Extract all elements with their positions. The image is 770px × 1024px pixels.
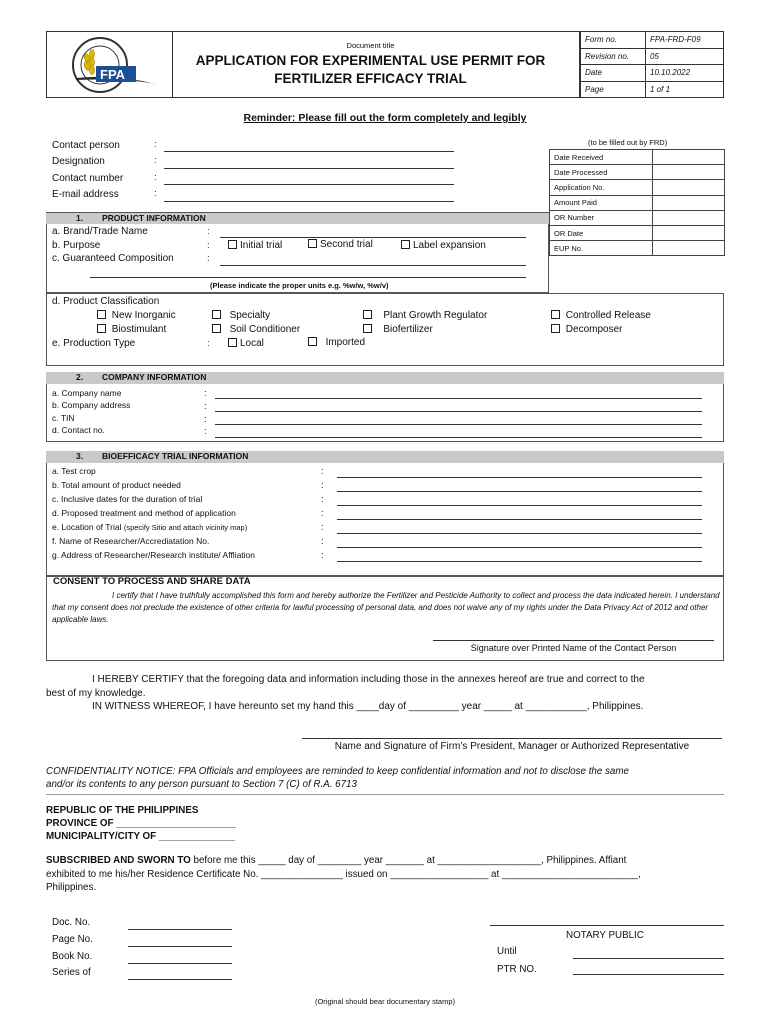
checkbox[interactable] <box>308 239 317 248</box>
frd-row <box>550 210 725 225</box>
frd-row <box>550 165 725 180</box>
frd-value[interactable] <box>653 150 725 165</box>
book-no-field[interactable] <box>128 963 232 964</box>
meta-label: Form no. <box>581 32 646 49</box>
checkbox[interactable] <box>228 240 237 249</box>
contact-number-field[interactable] <box>164 184 454 185</box>
meta-label: Date <box>581 65 646 82</box>
frd-table <box>549 149 725 256</box>
meta-value: 05 <box>646 48 724 65</box>
treatment-method-label: d. Proposed treatment and method of application <box>52 508 236 518</box>
section3-header <box>46 451 724 463</box>
company-name-field[interactable] <box>215 398 702 399</box>
option-label: Specialty <box>229 310 271 321</box>
checkbox[interactable] <box>363 324 372 333</box>
option-label: Second trial <box>320 239 373 250</box>
notary-signature-field[interactable] <box>490 925 724 926</box>
series-of-label: Series of <box>52 967 91 978</box>
sworn-rest: before me this _____ day of ________ year _______ at ___________________, Philippines. Affiant <box>190 855 627 866</box>
province-label: PROVINCE OF ______________________ <box>46 818 237 829</box>
colon: : <box>321 466 324 477</box>
frd-value[interactable] <box>653 195 725 210</box>
representative-signature-field[interactable] <box>302 738 722 739</box>
contact-no-field[interactable] <box>215 437 702 438</box>
amount-needed-label: b. Total amount of product needed <box>52 480 181 490</box>
frd-value[interactable] <box>653 210 725 225</box>
frd-label: EUP No. <box>550 241 653 256</box>
sworn-bold: SUBSCRIBED AND SWORN TO <box>46 855 191 866</box>
consent-text: I certify that I have truthfully accomplished this form and hereby authorize the Fertilizer and Pesticide Authority to collect and process the data indicated herein. I understand that my consent does not preclude the existence of other criteria for lawful processing of personal data, and does not waive any of my rights under the Data Privacy Act of 2012 and other applicable laws. <box>52 591 720 624</box>
frd-row <box>550 150 725 165</box>
production-imported-option[interactable] <box>308 337 365 348</box>
researcher-name-label: f. Name of Researcher/Accrediatation No. <box>52 536 210 546</box>
class-controlled-release[interactable] <box>551 310 651 321</box>
sworn-line3: Philippines. <box>46 882 97 893</box>
colon: : <box>321 494 324 505</box>
checkbox[interactable] <box>228 338 237 347</box>
contact-person-field[interactable] <box>164 151 454 152</box>
page-no-field[interactable] <box>128 946 232 947</box>
class-plant-growth-regulator[interactable] <box>363 310 487 321</box>
series-of-field[interactable] <box>128 979 232 980</box>
frd-row <box>550 180 725 195</box>
frd-value[interactable] <box>653 241 725 256</box>
tin-label: c. TIN <box>52 413 75 423</box>
consent-title: CONSENT TO PROCESS AND SHARE DATA <box>53 576 251 587</box>
email-label: E-mail address <box>52 189 119 200</box>
composition-label: c. Guaranteed Composition <box>52 253 174 264</box>
checkbox[interactable] <box>212 324 221 333</box>
option-label: Controlled Release <box>565 310 651 321</box>
colon: : <box>321 550 324 561</box>
frd-label: Application No. <box>550 180 653 195</box>
meta-label: Revision no. <box>581 48 646 65</box>
sworn-line2: exhibited to me his/her Residence Certificate No. _______________ issued on __________________ at _________________________, <box>46 869 641 880</box>
class-soil-conditioner[interactable] <box>212 324 300 335</box>
frd-label: OR Date <box>550 225 653 240</box>
units-note: (Please indicate the proper units e.g. %w/w, %w/v) <box>210 281 389 290</box>
option-label: Decomposer <box>565 324 623 335</box>
class-specialty[interactable] <box>212 310 270 321</box>
researcher-address-label: g. Address of Researcher/Research institute/ Affliation <box>52 550 256 560</box>
colon: : <box>207 253 210 264</box>
confidentiality-line1: CONFIDENTIALITY NOTICE: FPA Officials and employees are reminded to keep confidential information and not to disclose the same <box>46 766 629 777</box>
frd-row <box>550 225 725 240</box>
test-crop-field[interactable] <box>337 477 702 478</box>
colon: : <box>321 522 324 533</box>
consent-signature-field[interactable] <box>433 640 714 641</box>
ptr-label: PTR NO. <box>497 964 537 975</box>
book-no-label: Book No. <box>52 951 93 962</box>
composition-field-2[interactable] <box>90 277 526 278</box>
until-field[interactable] <box>573 958 724 959</box>
option-label: Initial trial <box>240 240 283 251</box>
option-label: Biofertilizer <box>383 324 433 335</box>
ptr-field[interactable] <box>573 974 724 975</box>
documentary-stamp-note: (Original should bear documentary stamp) <box>314 997 456 1006</box>
checkbox[interactable] <box>308 337 317 346</box>
production-local-option[interactable] <box>228 338 264 349</box>
company-address-field[interactable] <box>215 411 702 412</box>
representative-signature-label: Name and Signature of Firm’s President, Manager or Authorized Representative <box>334 741 690 752</box>
section3-number: 3. <box>76 451 84 461</box>
option-label: New Inorganic <box>111 310 176 321</box>
section1-number: 1. <box>76 213 84 223</box>
doc-title-line2: FERTILIZER EFFICACY TRIAL <box>274 71 467 86</box>
colon: : <box>207 240 210 251</box>
meta-row <box>581 81 724 98</box>
class-new-inorganic[interactable] <box>97 310 176 321</box>
contact-person-label: Contact person <box>52 140 120 151</box>
certify-line1: I HEREBY CERTIFY that the foregoing data and information including those in the annexes hereof are true and correct to the <box>92 674 645 685</box>
section2-header <box>46 372 724 384</box>
republic-label: REPUBLIC OF THE PHILIPPINES <box>46 805 199 816</box>
trial-location-field[interactable] <box>337 533 702 534</box>
colon: : <box>207 226 210 237</box>
contact-no-label: d. Contact no. <box>52 425 105 435</box>
class-biostimulant[interactable] <box>97 324 166 335</box>
doc-title-label: Document title <box>346 41 395 50</box>
until-label: Until <box>497 946 517 957</box>
checkbox[interactable] <box>97 324 106 333</box>
witness-text: IN WITNESS WHEREOF, I have hereunto set my hand this ____day of _________ year _____ at ___________, Philippines. <box>92 701 644 712</box>
page-no-label: Page No. <box>52 934 93 945</box>
doc-title-line1: APPLICATION FOR EXPERIMENTAL USE PERMIT FOR <box>195 53 546 68</box>
option-label: Imported <box>325 337 366 348</box>
colon: : <box>321 480 324 491</box>
certify-line2: best of my knowledge. <box>46 688 146 699</box>
email-field[interactable] <box>164 201 454 202</box>
frd-label: OR Number <box>550 210 653 225</box>
sworn-line1 <box>46 855 626 866</box>
municipality-label: MUNICIPALITY/CITY OF ______________ <box>46 831 236 842</box>
frd-row <box>550 195 725 210</box>
colon: : <box>204 401 207 412</box>
company-name-label: a. Company name <box>52 388 122 398</box>
frd-value[interactable] <box>653 165 725 180</box>
section2-number: 2. <box>76 372 84 382</box>
section2-title: COMPANY INFORMATION <box>102 372 207 382</box>
frd-label: Date Received <box>550 150 653 165</box>
purpose-initial-option[interactable] <box>228 240 282 251</box>
section3-title: BIOEFFICACY TRIAL INFORMATION <box>102 451 249 461</box>
section-divider <box>46 794 724 795</box>
colon: : <box>154 188 157 199</box>
colon: : <box>204 414 207 425</box>
meta-value: FPA-FRD-F09 <box>646 32 724 49</box>
frd-value[interactable] <box>653 225 725 240</box>
trial-location-note: (specify Sitio and attach vicinity map) <box>123 523 248 532</box>
reminder-text: Reminder: Please fill out the form completely and legibly <box>243 112 527 124</box>
trial-dates-field[interactable] <box>337 505 702 506</box>
checkbox[interactable] <box>212 310 221 319</box>
class-biofertilizer[interactable] <box>363 324 433 335</box>
colon: : <box>204 426 207 437</box>
section1-header <box>46 212 549 224</box>
colon: : <box>204 388 207 399</box>
option-label: Label expansion <box>413 240 486 251</box>
checkbox[interactable] <box>401 240 410 249</box>
meta-label: Page <box>581 81 646 98</box>
notary-public-label: NOTARY PUBLIC <box>566 930 644 941</box>
colon: : <box>154 155 157 166</box>
brand-label: a. Brand/Trade Name <box>52 226 148 237</box>
colon: : <box>321 508 324 519</box>
colon: : <box>321 536 324 547</box>
test-crop-label: a. Test crop <box>52 466 96 476</box>
designation-label: Designation <box>52 156 105 167</box>
frd-row <box>550 241 725 256</box>
brand-field[interactable] <box>220 237 526 238</box>
meta-value: 10.10.2022 <box>646 65 724 82</box>
purpose-label: b. Purpose <box>52 240 101 251</box>
frd-note: (to be filled out by FRD) <box>588 138 668 147</box>
trial-dates-label: c. Inclusive dates for the duration of trial <box>52 494 203 504</box>
checkbox[interactable] <box>551 310 560 319</box>
meta-row <box>581 48 724 65</box>
doc-no-label: Doc. No. <box>52 917 91 928</box>
composition-field-1[interactable] <box>220 265 526 266</box>
option-label: Local <box>240 338 264 349</box>
frd-label: Date Processed <box>550 165 653 180</box>
option-label: Biostimulant <box>111 324 167 335</box>
frd-label: Amount Paid <box>550 195 653 210</box>
meta-row <box>581 65 724 82</box>
researcher-address-field[interactable] <box>337 561 702 562</box>
meta-row <box>581 32 724 49</box>
purpose-second-option[interactable] <box>308 239 373 250</box>
checkbox[interactable] <box>363 310 372 319</box>
checkbox[interactable] <box>97 310 106 319</box>
section1-title: PRODUCT INFORMATION <box>102 213 206 223</box>
treatment-method-field[interactable] <box>337 519 702 520</box>
doc-no-field[interactable] <box>128 929 232 930</box>
confidentiality-line2: and/or its contents to any person pursuant to Section 7 (C) of R.A. 6713 <box>46 779 357 790</box>
contact-number-label: Contact number <box>52 173 124 184</box>
frd-value[interactable] <box>653 180 725 195</box>
tin-field[interactable] <box>215 424 702 425</box>
class-decomposer[interactable] <box>551 324 622 335</box>
consent-signature-label: Signature over Printed Name of the Contact Person <box>470 643 677 653</box>
logo-text: FPA <box>100 67 126 82</box>
colon: : <box>154 139 157 150</box>
colon: : <box>207 338 210 349</box>
production-type-label: e. Production Type <box>52 338 136 349</box>
meta-value: 1 of 1 <box>646 81 724 98</box>
option-label: Soil Conditioner <box>229 324 301 335</box>
checkbox[interactable] <box>551 324 560 333</box>
purpose-label-expansion-option[interactable] <box>401 240 486 251</box>
amount-needed-field[interactable] <box>337 491 702 492</box>
classification-label: d. Product Classification <box>52 296 160 307</box>
trial-location-text: e. Location of Trial <box>52 522 122 532</box>
option-label: Plant Growth Regulator <box>383 310 488 321</box>
designation-field[interactable] <box>164 168 454 169</box>
researcher-name-field[interactable] <box>337 547 702 548</box>
colon: : <box>154 172 157 183</box>
fpa-logo <box>56 34 164 96</box>
trial-location-label <box>52 522 247 532</box>
form-meta-table <box>580 31 724 98</box>
company-address-label: b. Company address <box>52 400 131 410</box>
